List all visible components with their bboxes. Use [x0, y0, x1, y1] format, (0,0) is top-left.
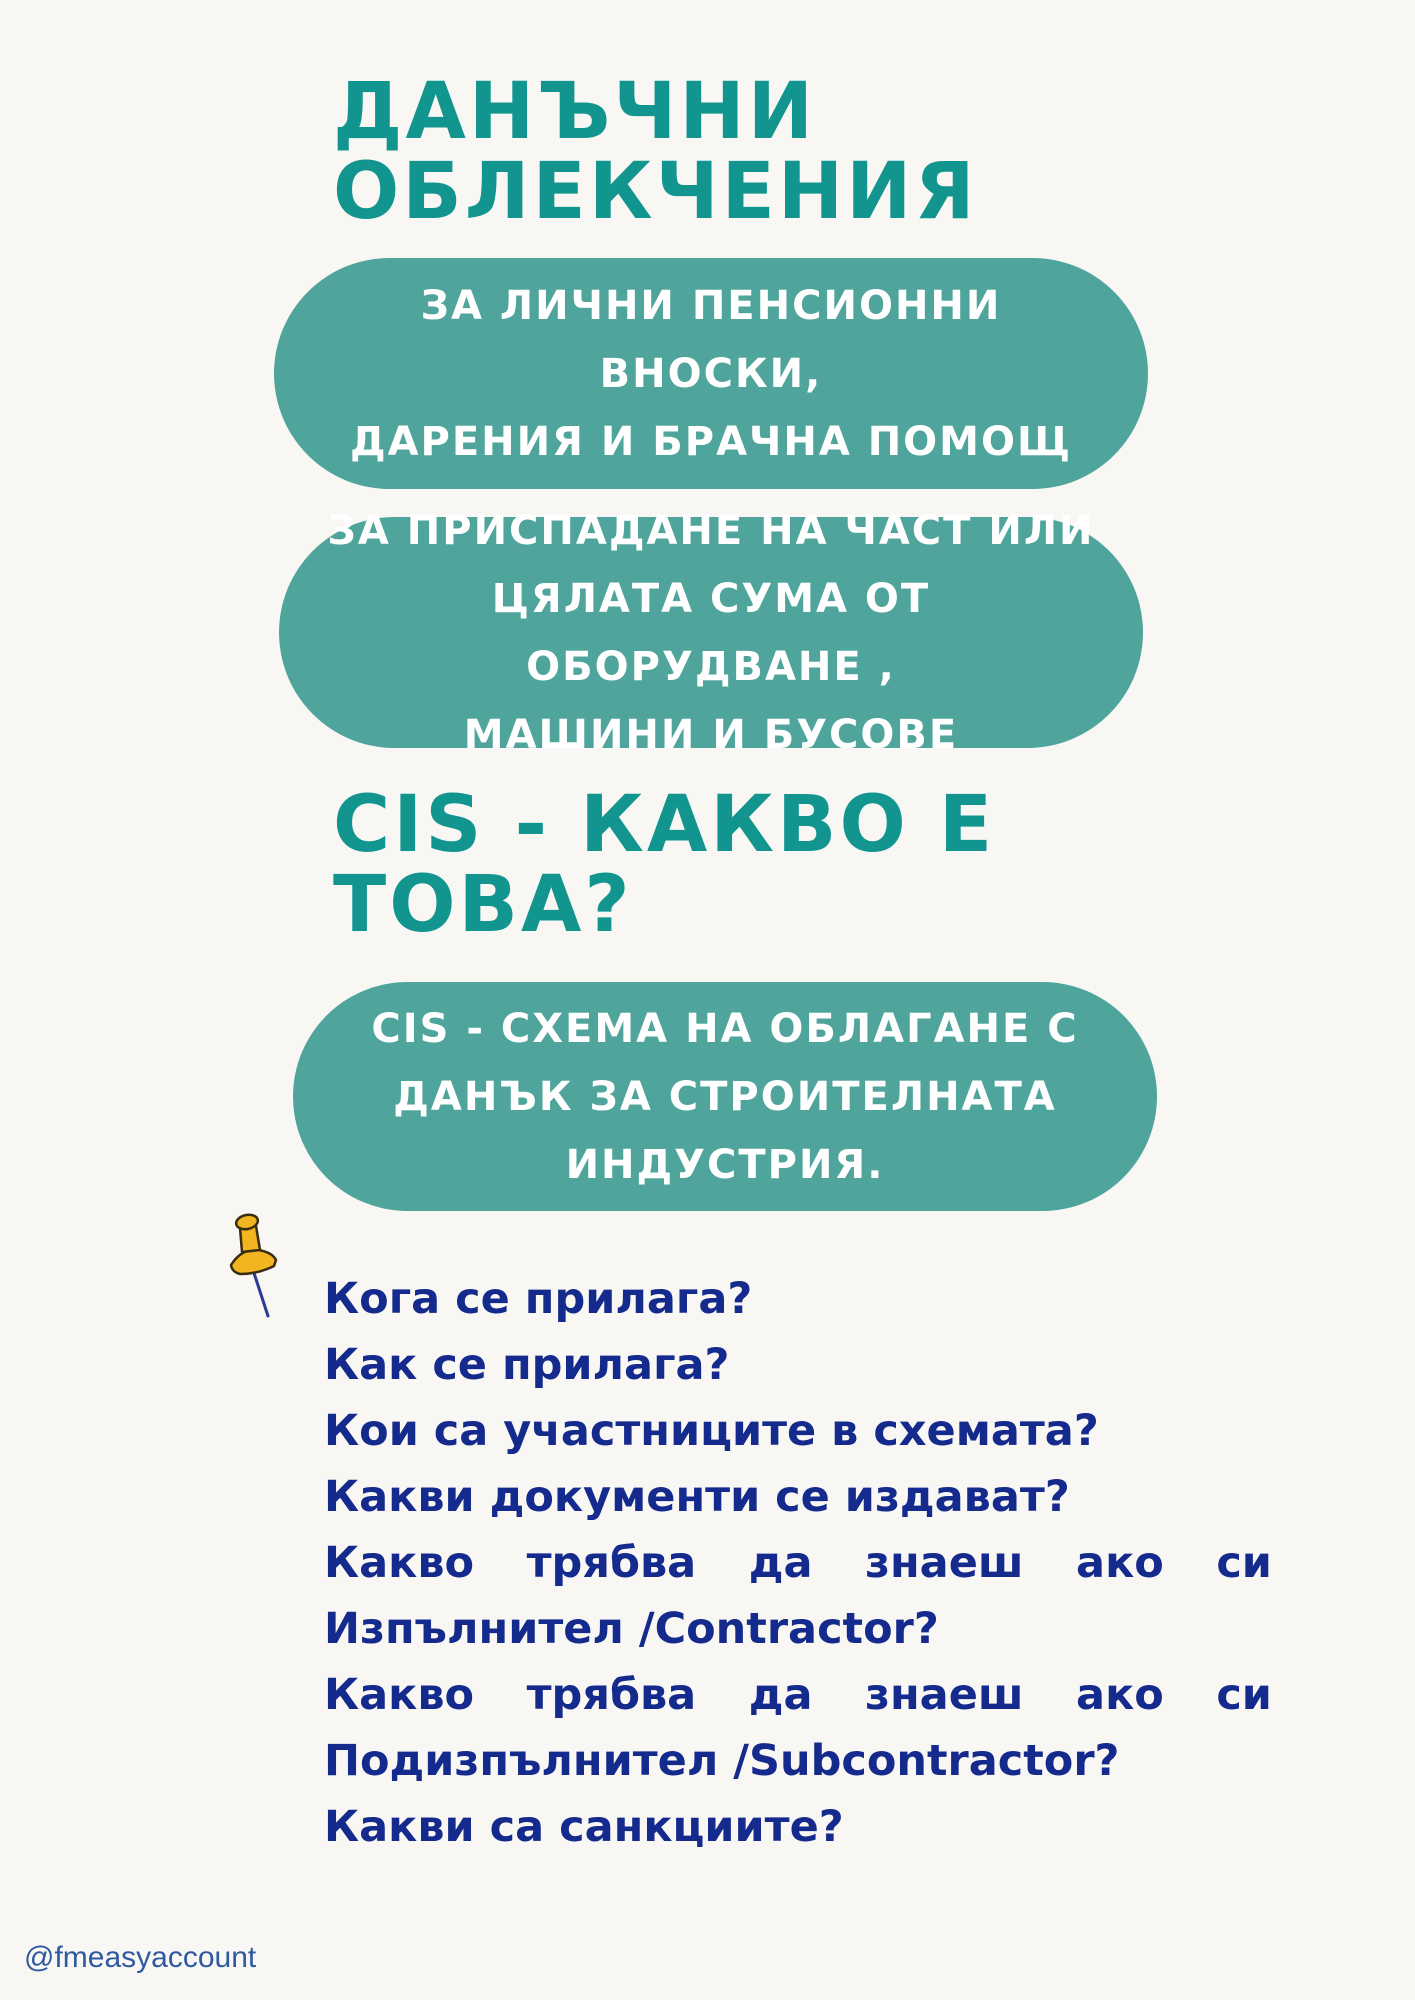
pill-line: ЗА ПРИСПАДАНЕ НА ЧАСТ ИЛИ — [327, 507, 1095, 554]
pushpin-icon — [222, 1208, 282, 1328]
heading-line: ОБЛЕКЧЕНИЯ — [333, 147, 978, 237]
question-word: да — [748, 1670, 813, 1720]
heading-cis — [333, 780, 1033, 950]
question-item: Какви документи се издават? — [324, 1472, 1070, 1522]
pill-line: ЦЯЛАТА СУМА ОТ ОБОРУДВАНЕ , — [491, 575, 931, 690]
question-item-justified — [324, 1530, 1272, 1596]
pill-text — [371, 995, 1078, 1199]
pill-line: ИНДУСТРИЯ. — [565, 1141, 885, 1188]
pill-text — [319, 497, 1103, 769]
heading-line: CIS - КАКВО Е — [333, 780, 996, 870]
question-word: Какво — [324, 1670, 475, 1720]
heading-tax-relief — [333, 67, 1033, 237]
question-item: Как се прилага? — [324, 1340, 730, 1390]
question-item: Подизпълнител /Subcontractor? — [324, 1736, 1120, 1786]
pill-line: CIS - СХЕМА НА ОБЛАГАНЕ С — [371, 1005, 1079, 1052]
pill-text — [314, 272, 1108, 476]
question-item: Кои са участниците в схемата? — [324, 1406, 1099, 1456]
question-word: ако — [1076, 1538, 1164, 1588]
question-word: Какво — [324, 1538, 475, 1588]
pill-line: МАШИНИ И БУСОВЕ — [463, 711, 959, 758]
question-word: трябва — [526, 1538, 697, 1588]
pill-equipment-deduction — [279, 507, 1143, 758]
question-word: трябва — [526, 1670, 697, 1720]
pill-pension-contributions — [274, 258, 1148, 489]
question-word: ако — [1076, 1670, 1164, 1720]
pill-line: ДАРЕНИЯ И БРАЧНА ПОМОЩ — [349, 418, 1073, 465]
question-word: знаеш — [864, 1670, 1024, 1720]
question-item: Какви са санкциите? — [324, 1802, 844, 1852]
footer-handle: @fmeasyaccount — [24, 1941, 257, 1974]
question-item: Изпълнител /Contractor? — [324, 1604, 939, 1654]
question-word: си — [1216, 1538, 1272, 1588]
pill-line: ДАНЪК ЗА СТРОИТЕЛНАТА — [393, 1073, 1057, 1120]
heading-line: ДАНЪЧНИ — [333, 67, 816, 157]
pill-cis-definition — [293, 982, 1157, 1211]
question-word: знаеш — [864, 1538, 1024, 1588]
question-item-justified — [324, 1662, 1272, 1728]
question-item: Кога се прилага? — [324, 1274, 753, 1324]
question-word: да — [748, 1538, 813, 1588]
heading-line: ТОВА? — [333, 860, 633, 950]
pill-line: ЗА ЛИЧНИ ПЕНСИОННИ ВНОСКИ, — [420, 282, 1002, 397]
question-list — [324, 1266, 1272, 1860]
question-word: си — [1216, 1670, 1272, 1720]
